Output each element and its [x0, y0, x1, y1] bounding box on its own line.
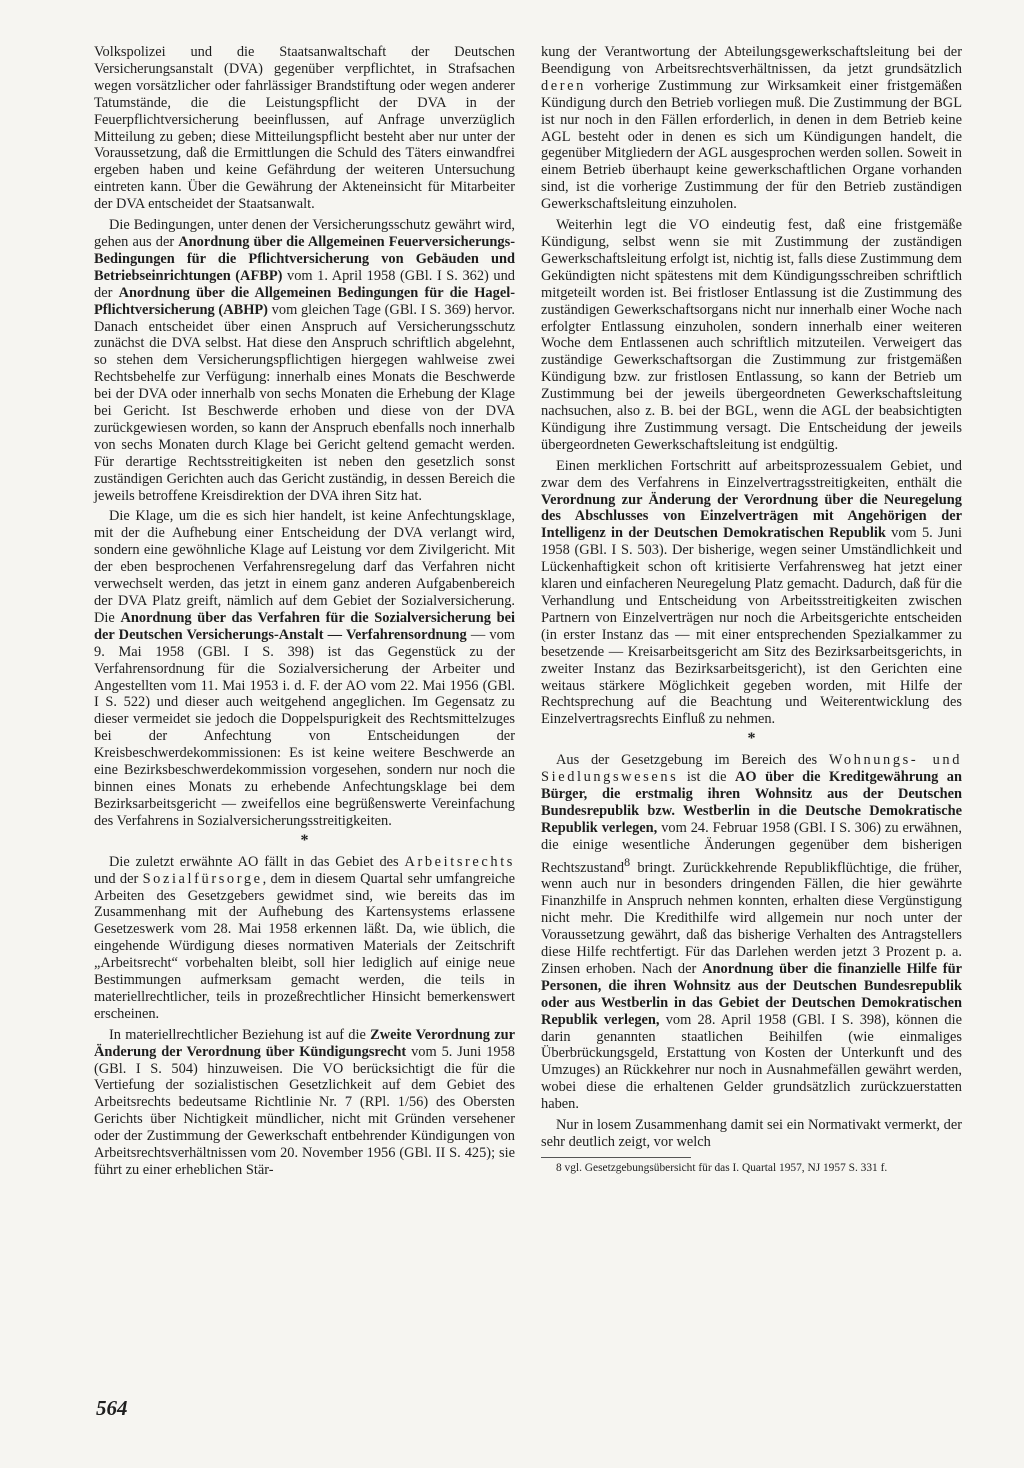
paragraph: Einen merklichen Fortschritt auf arbeitsprozessualem Gebiet, und zwar dem des Verfahrens in Einzelvertragsstreitigkeiten, enthält die Verordnung zur Änderung der Verordnung über die Neuregelung des Abschlusses von Einzelverträgen mit Angehörigen der Intelligenz in der Deutschen Demokratischen Republik vom 5. Juni 1958 (GBl. I S. 503). Der bisherige, wegen seiner Umständlichkeit und Lückenhaftigkeit schon oft kritisierte Verfahrensweg hat jetzt einer klaren und einfacheren Neuregelung Platz gemacht. Dadurch, daß für die Verhandlung und Entscheidung von Arbeitsstreitigkeiten zwischen Partnern von Einzelverträgen nur noch die Arbeitsgerichte entscheiden (in erster Instanz das — mit einer entsprechenden Spezialkammer zu besetzende — Kreisarbeitsgericht am Sitz des Bezirksarbeitsgerichts, in zweiter Instanz das Bezirksarbeitsgericht), ist den Gerichten eine weitaus stärkere Möglichkeit gegeben worden, mit Hilfe der Rechtsprechung auf die Beachtung und Weiterentwicklung des Einzelvertragsrechts Einfluß zu nehmen. — [541, 457, 962, 728]
paragraph: Nur in losem Zusammenhang damit sei ein Normativakt vermerkt, der sehr deutlich zeigt, vor welch — [541, 1117, 962, 1150]
paragraph: Die zuletzt erwähnte AO fällt in das Gebiet des Arbeitsrechts und der Sozialfürsorge, dem in diesem Quartal sehr umfangreiche Arbeiten des Gesetzgebers gewidmet sind, wie bereits das im Zusammenhang mit der Aufhebung des Kartensystems erlassene Gesetzeswerk vom 28. Mai 1958 erkennen läßt. Da, wie üblich, die eingehende Würdigung dieses normativen Materials der Zeitschrift „Arbeitsrecht“ vorbehalten bleibt, soll hier lediglich auf einige neue Bestimmungen aufmerksam gemacht werden, die teils in materiellrechtlicher, teils in prozeßrechtlicher Hinsicht bemerkenswert erscheinen. — [94, 853, 515, 1022]
paragraph: Volkspolizei und die Staatsanwaltschaft der Deutschen Versicherungsanstalt (DVA) gegenüber verpflichtet, in Strafsachen wegen vorsätzlicher oder fahrlässiger Brandstiftung oder wegen anderer Tatumstände, die die Leistungspflicht der DVA in der Feuerpflichtversicherung beeinflussen, auf Anfrage unverzüglich Mitteilung zu geben; diese Mitteilungspflicht besteht aber nur unter der Voraussetzung, daß die Ermittlungen die Schuld des Täters einwandfrei ergeben haben und keine Gefährdung der weiteren Untersuchung eintreten kann. Über die Gewährung der Akteneinsicht für Mitarbeiter der DVA entscheidet der Staatsanwalt. — [94, 44, 515, 213]
footnote: 8 vgl. Gesetzgebungsübersicht für das I. Quartal 1957, NJ 1957 S. 331 f. — [556, 1161, 888, 1174]
page-number: 564 — [96, 1396, 128, 1420]
right-column — [541, 44, 962, 1179]
section-separator: * — [747, 730, 756, 748]
paragraph: Die Klage, um die es sich hier handelt, ist keine Anfechtungsklage, mit der die Aufhebung einer Entscheidung der DVA verlangt wird, sondern eine gewöhnliche Klage auf Leistung vor dem Zivilgericht. Mit der eben besprochenen Verfahrensregelung darf das Verfahren nicht verwechselt werden, das jetzt in einem ganz anderen Aufgabenbereich der DVA Platz greift, nämlich auf dem Gebiet der Sozialversicherung. Die Anordnung über das Verfahren für die Sozialversicherung bei der Deutschen Versicherungs-Anstalt — Verfahrensordnung — vom 9. Mai 1958 (GBl. I S. 398) ist das Gegenstück zu der Verfahrensordnung für die Sozialversicherung der Arbeiter und Angestellten vom 11. Mai 1953 i. d. F. der AO vom 22. Mai 1956 (GBl. I S. 522) und dieser auch weitgehend angeglichen. Im Gegensatz zu dieser vermeidet sie jedoch die Doppelspurigkeit des Rechtsmittelzuges bei der Anfechtung von Entscheidungen der Kreisbeschwerdekommissionen: Es ist keine weitere Beschwerde an eine Bezirksbeschwerdekommission vorgesehen, sondern nur noch die binnen eines Monats zu erhebende Anfechtungsklage bei dem Bezirksarbeitsgericht — zweifellos eine begrüßenswerte Vereinfachung des Verfahrens in Sozialversicherungsstreitigkeiten. — [94, 508, 515, 829]
paragraph: Weiterhin legt die VO eindeutig fest, daß eine fristgemäße Kündigung, selbst wenn sie mit Zustimmung der zuständigen Gewerkschaftsleitung erfolgt ist, nichtig ist, falls diese Zustimmung dem Gekündigten nicht spätestens mit dem Kündigungsschreiben schriftlich mitgeteilt worden ist. Bei fristloser Entlassung ist die Zustimmung des zuständigen Gewerkschaftsorgans nicht nur innerhalb einer Woche nach erfolgter Entlassung einzuholen, sondern innerhalb einer weiteren Woche dem Entlassenen auch schriftlich mitzuteilen. Verweigert das zuständige Gewerkschaftsorgan die Zustimmung zur fristgemäßen Kündigung bzw. zur fristlosen Entlassung, so kann der Betrieb um Zustimmung bei der jeweils übergeordneten Gewerkschaftsleitung nachsuchen, also z. B. bei der BGL, wenn die AGL der beabsichtigten Kündigung ihre Zustimmung versagt. Die Entscheidung der jeweils übergeordneten Gewerkschaftsleitung ist endgültig. — [541, 217, 962, 453]
paragraph: In materiellrechtlicher Beziehung ist auf die Zweite Verordnung zur Änderung der Verordnung über Kündigungsrecht vom 5. Juni 1958 (GBl. I S. 504) hinzuweisen. Die VO berücksichtigt die für die Vertiefung der sozialistischen Gesetzlichkeit auf dem Gebiet des Arbeitsrechts bedeutsame Richtlinie Nr. 7 (RPl. 1/56) des Obersten Gerichts über Nichtigkeit mündlicher, nicht mit Gründen versehener oder der Zustimmung der Gewerkschaft entbehrender Kündigungen von Arbeitsrechtsverhältnissen vom 20. November 1956 (GBl. II S. 425); sie führt zu einer erheblichen Stär- — [94, 1026, 515, 1178]
footnote-reference: 8 — [624, 854, 631, 869]
paragraph: Aus der Gesetzgebung im Bereich des Wohnungs- und Siedlungswesens ist die AO über die Kreditgewährung an Bürger, die erstmalig ihren Wohnsitz aus der Deutschen Bundesrepublik bzw. Westberlin in die Deutsche Demokratische Republik verlegen, vom 24. Februar 1958 (GBl. I S. 306) zu erwähnen, die einige wesentliche Änderungen gegenüber dem bisherigen Rechtszustand$^8$ bringt. Zurückkehrende Republikflüchtige, die früher, wenn auch nur in besonders dringenden Fällen, die hier gewährte Finanzhilfe in Anspruch nehmen konnten, erhalten diese Vergünstigung nicht mehr. Die Kredithilfe wird allgemein nur noch unter der Voraussetzung gewährt, daß das bisherige Verhalten des Antragstellers diese Hilfe rechtfertigt. Für das Darlehen werden jetzt 3 Prozent p. a. Zinsen erhoben. Nach der Anordnung über die finanzielle Hilfe für Personen, die ihren Wohnsitz aus der Deutschen Bundesrepublik oder aus Westberlin in das Gebiet der Deutschen Demokratischen Republik verlegen, vom 28. April 1958 (GBl. I S. 398), können die darin genannten staatlichen Beihilfen (wie einmaliges Überbrückungsgeld, Erstattung von Kosten der Unterkunft und des Umzuges) an Rückkehrer nur noch in Ausnahmefällen gewährt werden, wobei diese die erhaltenen Gelder grundsätzlich zurückzuerstatten haben. — [541, 752, 962, 1113]
paragraph: Die Bedingungen, unter denen der Versicherungsschutz gewährt wird, gehen aus der Anordnung über die Allgemeinen Feuerversicherungs-Bedingungen für die Pflichtversicherung von Gebäuden und Betriebseinrichtungen (AFBP) vom 1. April 1958 (GBl. I S. 362) und der Anordnung über die Allgemeinen Bedingungen für die Hagel-Pflichtversicherung (ABHP) vom gleichen Tage (GBl. I S. 369) hervor. Danach entscheidet über einen Anspruch auf Versicherungsschutz zunächst die DVA selbst. Hat diese den Anspruch schriftlich abgelehnt, so stehen dem Versicherungspflichtigen hiergegen wahlweise zwei Rechtsbehelfe zur Verfügung: innerhalb eines Monats die Beschwerde bei der DVA oder innerhalb von sechs Monaten die Erhebung der Klage bei Gericht. Ist Beschwerde erhoben und diese von der DVA zurückgewiesen worden, so kann der Anspruch ebenfalls noch innerhalb von sechs Monaten durch Klage bei Gericht geltend gemacht werden. Für derartige Rechtsstreitigkeiten ist neben den gesetzlich sonst zuständigen Gerichten auch das Gericht zuständig, in dessen Bereich die jeweils betroffene Kreisdirektion der DVA ihren Sitz hat. — [94, 217, 516, 504]
left-column — [94, 44, 515, 1183]
footnote-divider — [541, 1157, 691, 1158]
paragraph: kung der Verantwortung der Abteilungsgewerkschaftsleitung bei der Beendigung von Arbeitsrechtsverhältnissen, da jetzt grundsätzlich deren vorherige Zustimmung zur Wirksamkeit einer fristgemäßen Kündigung durch den Betrieb vorliegen muß. Die Zustimmung der BGL ist nur noch in den Fällen erforderlich, in denen in dem Betrieb keine AGL besteht oder in denen es sich um Kündigungen handelt, die gegenüber Mitgliedern der AGL ausgesprochen werden sollen. Soweit in einem Betrieb überhaupt keine gewerkschaftlichen Organe vorhanden sind, ist die vorherige Zustimmung der für den Betrieb zuständigen Gewerkschaftsleitung einzuholen. — [541, 44, 962, 213]
section-separator: * — [300, 831, 309, 849]
